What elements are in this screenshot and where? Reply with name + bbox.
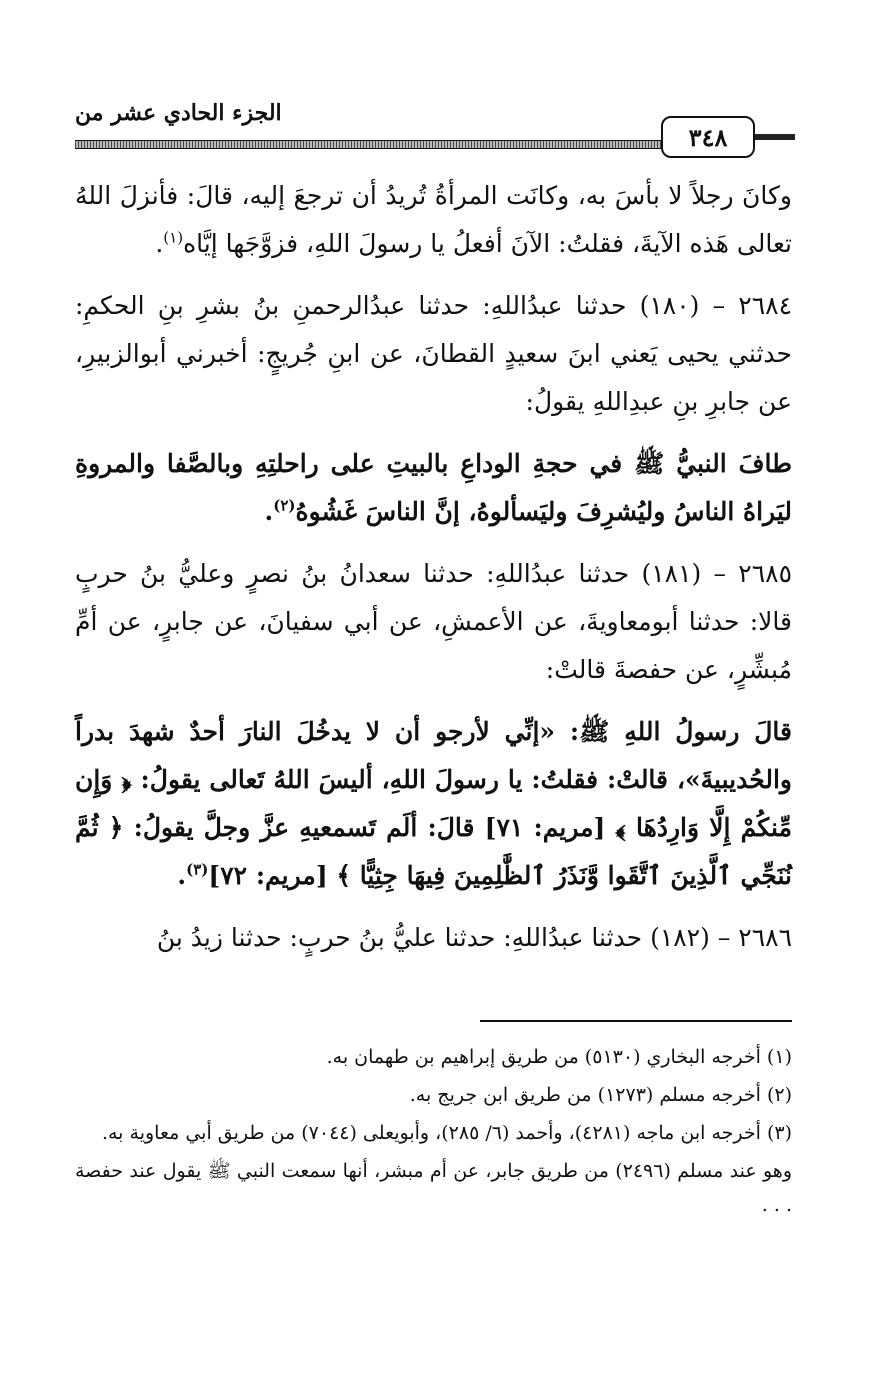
footnote-ref: (١) — [163, 228, 184, 247]
footnote-3-continued: وهو عند مسلم (٢٤٩٦) من طريق جابر، عن أم مبشر، أنها سمعت النبي ﷺ يقول عند حفصة . . . — [75, 1160, 792, 1216]
footnote-2: (٢) أخرجه مسلم (١٢٧٣) من طريق ابن جريج به. — [409, 1084, 792, 1106]
footnote-divider — [480, 1020, 792, 1022]
isnad-2685: ٢٦٨٥ – (١٨١) حدثنا عبدُاللهِ: حدثنا سعدانُ بنُ نصرٍ وعليُّ بنُ حربٍ قالا: حدثنا أبومعاويةَ، عن الأعمشِ، عن أبي سفيانَ، عن جابرٍ، عن أمِّ مُبشِّرٍ، عن حفصةَ قالتْ: — [75, 559, 792, 684]
main-text — [75, 172, 792, 976]
footnote-3: (٣) أخرجه ابن ماجه (٤٢٨١)، وأحمد (٦/ ٢٨٥)، وأبويعلى (٧٠٤٤) من طريق أبي معاوية به. — [101, 1122, 792, 1144]
hadith-2684: طافَ النبيُّ ﷺ في حجةِ الوداعِ بالبيتِ على راحلتِهِ وبالصَّفا والمروةِ ليَراهُ الناسُ وليُشرِفَ وليَسألوهُ، إنَّ الناسَ غَشُوهُ$^{(٢)}$. — [75, 449, 792, 526]
header-rule — [75, 140, 665, 149]
page-header — [75, 92, 795, 160]
paragraph-continuation: وكانَ رجلاً لا بأسَ به، وكانَت المرأةُ تُريدُ أن ترجعَ إليه، قالَ: فأنزلَ اللهُ تعالى هَذه الآيةَ، فقلتُ: الآنَ أفعلُ يا رسولَ اللهِ، فزوَّجَها إيَّاه$^{(١)}$. — [75, 181, 792, 258]
footnote-ref: (٣) — [186, 860, 209, 879]
hadith-2685: قالَ رسولُ اللهِ ﷺ: «إنِّي لأرجو أن لا يدخُلَ النارَ أحدٌ شهدَ بدراً والحُديبيةَ»، قالتْ: فقلتُ: يا رسولَ اللهِ، أليسَ اللهُ تَعالى يقولُ: ﴿ وَإِن مِّنكُمْ إِلَّا وَارِدُهَا ﴾ [مريم: ٧١] قالَ: ألَم تَسمعيهِ عزَّ وجلَّ يقولُ: ﴿ ثُمَّ نُنَجِّي ٱلَّذِينَ ٱتَّقَوا وَّنَذَرُ ٱلظَّٰلِمِينَ فِيهَا جِثِيًّا ﴾ [مريم: ٧٢]$^{(٣)}$. — [75, 717, 792, 890]
isnad-2686: ٢٦٨٦ – (١٨٢) حدثنا عبدُاللهِ: حدثنا عليُّ بنُ حربٍ: حدثنا زيدُ بنُ — [156, 923, 792, 952]
footnote-1: (١) أخرجه البخاري (٥١٣٠) من طريق إبراهيم بن طهمان به. — [326, 1046, 792, 1068]
footnote-ref: (٢) — [273, 496, 296, 515]
footnotes — [75, 1040, 792, 1226]
isnad-2684: ٢٦٨٤ – (١٨٠) حدثنا عبدُاللهِ: حدثنا عبدُالرحمنِ بنُ بشرِ بنِ الحكمِ: حدثني يحيى يَعني ابنَ سعيدٍ القطانَ، عن ابنِ جُريجٍ: أخبرني أبوالزبيرِ، عن جابرِ بنِ عبدِاللهِ يقولُ: — [75, 291, 792, 416]
page-number: ٣٤٨ — [661, 116, 755, 158]
running-title: الجزء الحادي عشر من — [75, 100, 282, 126]
page-number-tab — [753, 134, 795, 140]
